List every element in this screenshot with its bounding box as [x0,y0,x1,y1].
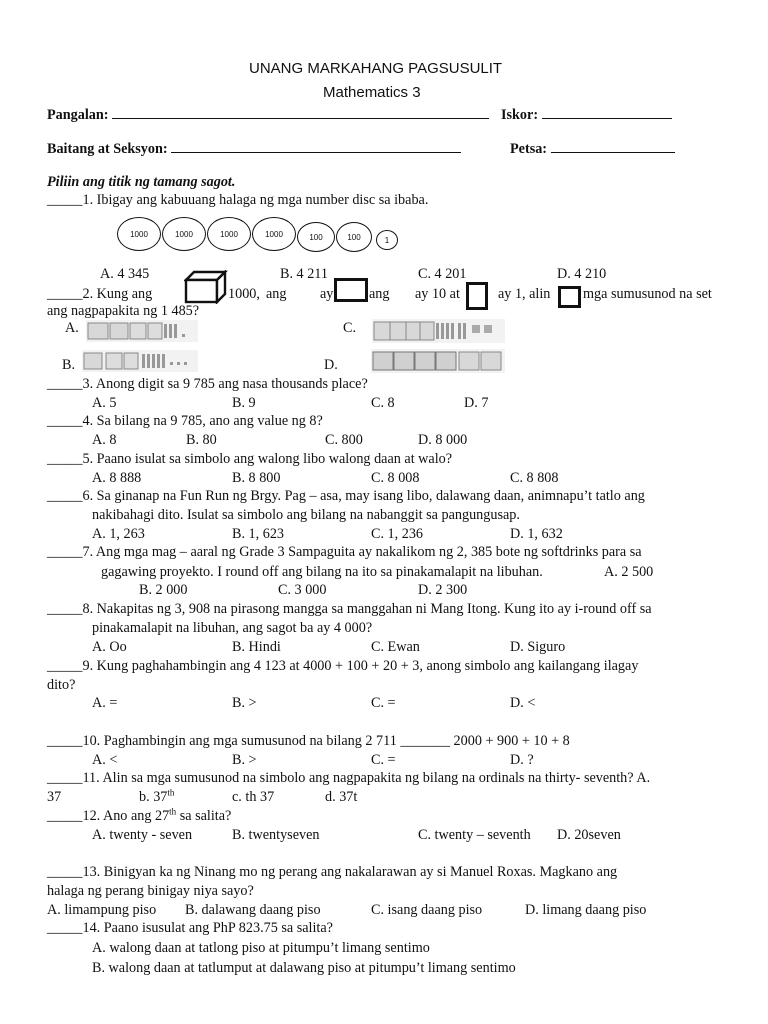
q11-choice-c: c. th 37 [232,789,275,805]
q12-choice-a: A. twenty - seven [92,827,193,843]
q9-choice-d: D. < [510,695,536,711]
q2-choice-c: C. [343,320,357,336]
number-disc: 1000 [162,217,206,251]
q4-choice-a: A. 8 [92,432,117,448]
q1-choice-b: B. 4 211 [280,266,328,282]
answer-blank: _____ [47,658,83,674]
score-line [542,106,672,119]
tens-rod-icon [466,282,488,310]
q3-choice-d: D. 7 [464,395,489,411]
base-ten-blocks-image [82,350,198,372]
answer-blank: _____ [47,451,83,467]
q6-text: _____6. Sa ginanap na Fun Run ng Brgy. Pag – asa, may isang libo, dalawang daan, animnapu’t tatlo ang [47,488,645,504]
q13-text-line2: halaga ng perang binigay niya sayo? [47,883,254,899]
q2-text-ang: ang [266,286,287,302]
q10-choice-b: B. > [232,752,257,768]
q12-choice-c: C. twenty – seventh [418,827,531,843]
q13-choice-d: D. limang daang piso [525,902,647,918]
grade-section-field [47,140,461,158]
q11-choice-a: 37 [47,789,62,805]
q14-choice-a: A. walong daan at tatlong piso at pitumpu’t limang sentimo [92,940,430,956]
q13-choice-c: C. isang daang piso [371,902,483,918]
answer-blank: _____ [47,376,83,392]
q1-text: _____1. Ibigay ang kabuuang halaga ng mga number disc sa ibaba. [47,192,429,208]
answer-blank: _____ [47,286,83,302]
q2-choice-a: A. [65,320,79,336]
q7-text-line2: gagawing proyekto. I round off ang bilang na ito sa pinakamalapit na libuhan. [101,564,543,580]
number-disc: 1 [376,230,398,250]
q1-choice-a: A. 4 345 [100,266,150,282]
base-ten-blocks-image [86,320,198,342]
q4-choice-c: C. 800 [325,432,363,448]
q12-choice-b: B. twentyseven [232,827,320,843]
q9-choice-c: C. = [371,695,396,711]
answer-blank: _____ [47,770,83,786]
name-label: Pangalan: [47,107,109,123]
q11-choice-b: b. 37th [139,787,175,805]
date-line [551,140,675,153]
answer-blank: _____ [47,808,83,824]
q2-text-line2: ang nagpapakita ng 1 485? [47,303,200,319]
q11-text: _____11. Alin sa mga sumusunod na simbolo ang nagpapakita ng bilang na ordinals na thirty- seventh? A. [47,770,651,786]
q9-choice-a: A. = [92,695,118,711]
q3-choice-b: B. 9 [232,395,256,411]
q8-choice-d: D. Siguro [510,639,566,655]
answer-blank: _____ [47,733,83,749]
q6-text-line2: nakibahagi dito. Isulat sa simbolo ang bilang na nabanggit sa pangungusap. [92,507,520,523]
score-field [501,106,672,124]
q10-choice-c: C. = [371,752,396,768]
q2-text-start: _____2. Kung ang [47,286,153,302]
thousands-cube-icon [184,270,228,304]
number-disc: 1000 [252,217,296,251]
number-disc: 100 [336,222,372,252]
q8-text: _____8. Nakapitas ng 3, 908 na pirasong mangga sa manggahan ni Mang Itong. Kung ito ay i-round off sa [47,601,652,617]
q6-choice-c: C. 1, 236 [371,526,424,542]
q8-choice-a: A. Oo [92,639,127,655]
q1-choice-d: D. 4 210 [557,266,607,282]
answer-blank: _____ [47,601,83,617]
number-disc: 1000 [207,217,251,251]
q1-choice-c: C. 4 201 [418,266,467,282]
answer-blank: _____ [47,544,83,560]
grade-section-line [171,140,461,153]
q3-text: _____3. Anong digit sa 9 785 ang nasa thousands place? [47,376,368,392]
q4-text: _____4. Sa bilang na 9 785, ano ang value ng 8? [47,413,323,429]
q3-choice-a: A. 5 [92,395,117,411]
q4-choice-d: D. 8 000 [418,432,468,448]
q6-choice-b: B. 1, 623 [232,526,285,542]
q13-choice-a: A. limampung piso [47,902,157,918]
q2-text-ay: ay [320,286,334,302]
answer-blank: _____ [47,864,83,880]
name-field [47,106,489,124]
q11-choice-d: d. 37t [325,789,358,805]
q6-choice-a: A. 1, 263 [92,526,145,542]
q13-choice-b: B. dalawang daang piso [185,902,321,918]
q8-choice-b: B. Hindi [232,639,281,655]
q10-choice-d: D. ? [510,752,534,768]
q12-choice-d: D. 20seven [557,827,621,843]
q2-text-ay10: ay 10 at [415,286,460,302]
q9-text: _____9. Kung paghahambingin ang 4 123 at 4000 + 100 + 20 + 3, anong simbolo ang kailangang ilagay [47,658,639,674]
score-label: Iskor: [501,107,539,123]
name-line [112,106,489,119]
q14-choice-b: B. walong daan at tatlumput at dalawang piso at pitumpu’t limang sentimo [92,960,516,976]
answer-blank: _____ [47,413,83,429]
q3-choice-c: C. 8 [371,395,395,411]
q13-text: _____13. Binigyan ka ng Ninang mo ng perang ang nakalarawan ay si Manuel Roxas. Magkano ang [47,864,618,880]
date-label: Petsa: [510,141,548,157]
q10-choice-a: A. < [92,752,118,768]
q2-text-ang2: ang [369,286,390,302]
answer-blank: _____ [47,192,83,208]
q7-choice-d: D. 2 300 [418,582,468,598]
q2-text-ay1: ay 1, alin [498,286,551,302]
base-ten-blocks-image [371,349,505,373]
q5-choice-b: B. 8 800 [232,470,281,486]
date-field [510,140,675,158]
q5-choice-c: C. 8 008 [371,470,420,486]
q9-choice-b: B. > [232,695,257,711]
q2-text-end: mga sumusunod na set [583,286,712,302]
q14-text: _____14. Paano isusulat ang PhP 823.75 sa salita? [47,920,333,936]
q7-choice-c: C. 3 000 [278,582,327,598]
q7-choice-b: B. 2 000 [139,582,188,598]
q12-text: _____12. Ano ang 27th sa salita? [47,806,232,824]
ones-cube-icon [558,286,581,308]
number-disc: 100 [297,222,335,252]
q9-text-line2: dito? [47,677,76,693]
instruction: Piliin ang titik ng tamang sagot. [47,174,236,190]
q8-choice-c: C. Ewan [371,639,420,655]
q7-choice-a: A. 2 500 [604,564,654,580]
q4-choice-b: B. 80 [186,432,217,448]
q6-choice-d: D. 1, 632 [510,526,563,542]
answer-blank: _____ [47,920,83,936]
q2-text-1000: 1000, [228,286,260,302]
grade-section-label: Baitang at Seksyon: [47,141,168,157]
hundreds-flat-icon [334,278,368,302]
q10-text: _____10. Paghambingin ang mga sumusunod na bilang 2 711 _______ 2000 + 900 + 10 + 8 [47,733,570,749]
q7-text: _____7. Ang mga mag – aaral ng Grade 3 Sampaguita ay nakalikom ng 2, 385 bote ng softdrinks para sa [47,544,642,560]
q5-text: _____5. Paano isulat sa simbolo ang walong libo walong daan at walo? [47,451,453,467]
q2-choice-b: B. [62,357,76,373]
q2-choice-d: D. [324,357,338,373]
exam-title: UNANG MARKAHANG PAGSUSULIT [249,60,503,77]
number-disc: 1000 [117,217,161,251]
base-ten-blocks-image [372,319,505,343]
q5-choice-a: A. 8 888 [92,470,142,486]
exam-subject: Mathematics 3 [323,84,421,101]
answer-blank: _____ [47,488,83,504]
q8-text-line2: pinakamalapit na libuhan, ang sagot ba ay 4 000? [92,620,373,636]
q5-choice-d: C. 8 808 [510,470,559,486]
